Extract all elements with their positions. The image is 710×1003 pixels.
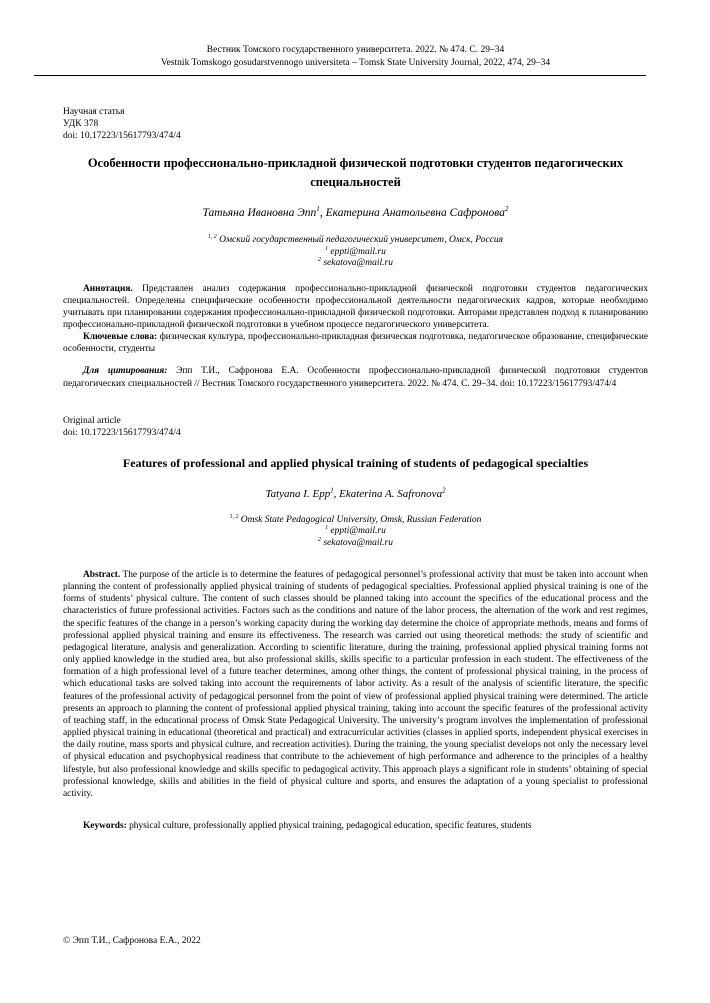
keywords-en	[63, 820, 648, 832]
author-1-email-en: eppti@mail.ru	[330, 526, 386, 536]
journal-header-line-en: Vestnik Tomskogo gosudarstvennogo universiteta – Tomsk State University Journal, 2022, 474, 29–34	[160, 58, 551, 68]
abstract-label-ru: Аннотация.	[83, 283, 133, 294]
journal-header	[63, 44, 648, 70]
author-2-affiliation-marker-en: 2	[442, 486, 446, 494]
journal-header-line-ru: Вестник Томского государственного университета. 2022. № 474. С. 29–34	[206, 45, 505, 55]
affiliation-block-en	[63, 515, 648, 550]
author-2-email-en: sekatova@mail.ru	[323, 537, 393, 548]
authors-en	[63, 487, 648, 502]
copyright-notice: © Эпп Т.И., Сафронова Е.А., 2022	[63, 936, 201, 946]
affiliation-name-en: Omsk State Pedagogical University, Omsk, Russian Federation	[240, 514, 482, 525]
author-1-ru: Татьяна Ивановна Эпп	[202, 207, 317, 219]
article-title-en: Features of professional and applied physical training of students of pedagogical specialties	[122, 455, 589, 470]
citation-block	[63, 365, 648, 391]
author-1-email-line-en	[63, 526, 648, 538]
doi-en: doi: 10.17223/15617793/474/4	[63, 427, 181, 438]
email-1-marker: 1	[325, 245, 329, 252]
article-type-en: Original article	[63, 415, 121, 426]
article-meta-en	[63, 415, 648, 439]
keywords-text-ru: физическая культура, профессионально-прикладная физическая подготовка, педагогическое образование, специфические особенности, студенты	[63, 331, 648, 354]
keywords-ru	[63, 331, 648, 355]
author-1-affiliation-marker: 1	[316, 205, 320, 214]
authors-separator: ,	[319, 207, 326, 219]
doi-ru: doi: 10.17223/15617793/474/4	[63, 131, 181, 141]
abstract-text-ru: Представлен анализ содержания профессионально-прикладной физической подготовки студентов педагогических специальностей. Определены специфические особенности профессиональной деятельности педагогических кадров, которые необходимо учитывать при планировании содержания профессионально-прикладной физической подготовки. Авторами представлен подход к планированию профессионально-прикладной физической подготовки в учебном процессе педагогического университета.	[63, 283, 649, 330]
abstract-block-ru	[63, 283, 648, 355]
author-2-email: sekatova@mail.ru	[323, 258, 393, 268]
affiliation-en	[63, 515, 648, 527]
email-2-marker: 2	[318, 256, 321, 263]
affiliation-block-ru	[63, 235, 648, 270]
authors-separator-en: ,	[333, 487, 340, 500]
author-1-affiliation-marker-en: 1	[330, 486, 334, 494]
email-2-marker-en: 2	[318, 536, 321, 543]
author-2-email-line	[63, 258, 648, 270]
abstract-block-en	[63, 569, 648, 832]
affiliation-ru	[63, 235, 648, 247]
author-2-ru: Екатерина Анатольевна Сафронова	[325, 207, 505, 219]
author-1-email: eppti@mail.ru	[330, 246, 386, 257]
keywords-label-en: Keywords:	[83, 820, 127, 831]
author-2-en: Ekaterina A. Safronova	[339, 487, 443, 500]
affiliation-name-ru: Омский государственный педагогический университет, Омск, Россия	[219, 235, 504, 245]
author-2-email-line-en	[63, 538, 648, 550]
author-1-en: Tatyana I. Epp	[265, 487, 331, 500]
affiliation-markers-en: 1, 2	[229, 513, 239, 520]
citation-text: Эпп Т.И., Сафронова Е.А. Особенности профессионально-прикладной физической подготовки студентов педагогических специальностей // Вестник Томского государственного университета. 2022. № 474. С. 29–34. doi: 10.17223/15617793/474/4	[63, 365, 648, 389]
udc-code: УДК 378	[63, 119, 99, 129]
article-meta-ru	[63, 106, 648, 142]
author-1-email-line	[63, 247, 648, 259]
article-type-ru: Научная статья	[63, 107, 125, 117]
article-title-ru: Особенности профессионально-прикладной физической подготовки студентов педагогических специальностей	[87, 156, 624, 189]
keywords-label-ru: Ключевые слова:	[83, 331, 158, 342]
email-1-marker-en: 1	[325, 524, 329, 531]
author-2-affiliation-marker: 2	[504, 205, 509, 214]
keywords-text-en: physical culture, professionally applied physical training, pedagogical education, specific features, students	[129, 820, 532, 831]
abstract-label-en: Abstract.	[83, 570, 121, 580]
header-rule	[34, 75, 646, 76]
abstract-text-en: The purpose of the article is to determine the features of pedagogical personnel’s professional activity that must be taken into account when planning the content of professionally applied physical training of students of pedagogical specialties. Professional applied physical training is one of the forms of students’ physical culture. The content of such classes should be planned taking into account the specifics of the educational process and the characteristics of future professional activities. Factors such as the conditions and nature of the labor process, the alternation of the work and rest regimes, the specific features of the change in a person’s working capacity during the working day determine the choice of appropriate methods, means and forms of professional applied physical training and ensure its effectiveness. The research was carried out using theoretical methods: the study of scientific and pedagogical literature, analysis and generalization. According to scientific literature, during the training, professional applied physical training forms not only applied knowledge in the studied area, but also professional skills, skills specific to a particular profession in each student. The effectiveness of the formation of a high professional level of a future teacher determines, among other things, the content of professional physical training, in the process of which educational tasks are solved taking into account the requirements of labor activity. As a result of the analysis of scientific literature, the specific features of the professional activity of pedagogical personnel from the point of view of professional applied physical training were determined. The article presents an approach to planning the content of professional applied physical training, taking into account the specific features of the professional activity of teaching staff, in the educational process of Omsk State Pedagogical University. The university’s program involves the implementation of professional applied physical training in educational (theoretical and practical) and extracurricular activities (classes in applied sports, independent physical exercises in the daily routine, mass sports and physical culture, and recreation activities). During the training, the young specialist develops not only the necessary level of physical education and psychophysical readiness that contribute to the achievement of high performance and adherence to the principles of a healthy lifestyle, but also professional knowledge and skills specific to pedagogical activity. This approach plays a significant role in students’ obtaining of special professional knowledge, skills and abilities in the field of physical culture and sports, and ensures the adaptation of a young specialist to professional activity.	[63, 570, 648, 799]
authors-ru	[63, 206, 648, 221]
abstract-en	[63, 569, 648, 800]
abstract-ru	[63, 283, 648, 331]
affiliation-markers-ru: 1, 2	[207, 233, 217, 240]
citation-label: Для цитирования:	[83, 365, 168, 376]
